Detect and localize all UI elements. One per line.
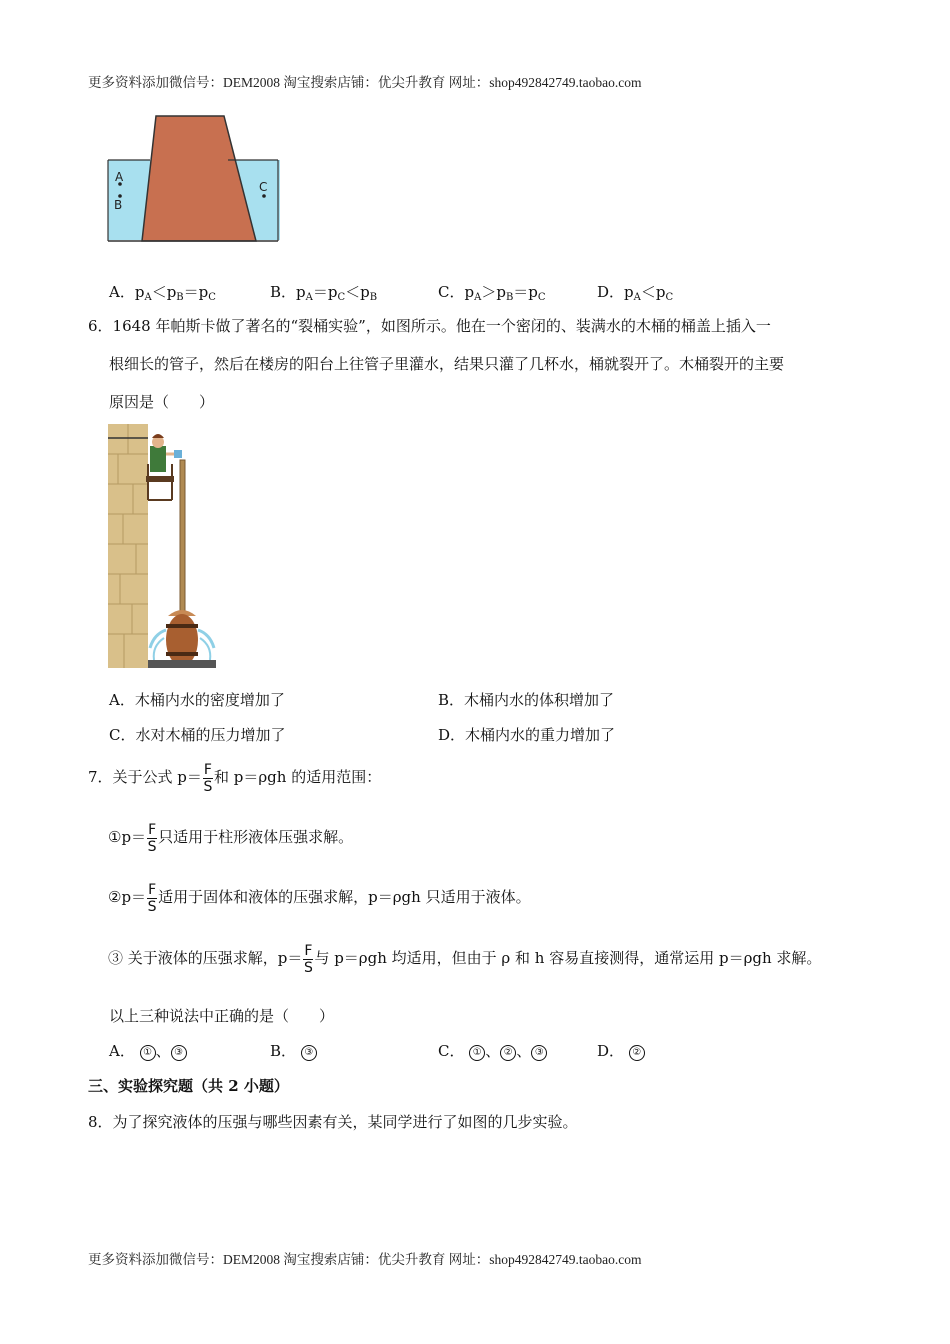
q6-line-1: 6．1648 年帕斯卡做了著名的“裂桶实验”，如图所示。他在一个密闭的、装满水的木桶的桶盖上插入一 <box>88 317 771 335</box>
ground <box>148 660 216 668</box>
q8-text: 8．为了探究液体的压强与哪些因素有关，某同学进行了如图的几步实验。 <box>88 1113 578 1131</box>
fraction-f-over-s: $\frac{F}{S}$ <box>203 761 213 795</box>
q6-option-d: D．木桶内水的重力增加了 <box>438 726 616 744</box>
q5-option-a: A．$p_A<p_B=p_C$ <box>109 283 216 303</box>
barrel-experiment-figure <box>108 424 216 670</box>
q7-question: 以上三种说法中正确的是（ ） <box>109 1007 335 1025</box>
q7-option-d: D． ② <box>597 1041 645 1061</box>
q5-option-b: B．$p_A=p_C<p_B$ <box>270 283 378 303</box>
cup <box>174 450 182 458</box>
q7-option-a: A． ① 、 ③ <box>109 1041 187 1061</box>
point-c-dot <box>262 194 266 198</box>
q5-option-c: C．$p_A>p_B=p_C$ <box>438 283 546 303</box>
q7-statement-2: ②p＝ $\frac{F}{S}$ 适用于固体和液体的压强求解，p＝ρgh 只适用于液体。 <box>108 881 531 915</box>
q6-option-c: C．水对木桶的压力增加了 <box>109 726 286 744</box>
building-wall <box>108 424 148 668</box>
q7-option-c: C． ① 、 ② 、 ③ <box>438 1041 547 1061</box>
dam-figure <box>106 114 282 244</box>
q5-option-d: D．$p_A<p_C$ <box>597 283 674 303</box>
q7-statement-1: ①p＝ $\frac{F}{S}$ 只适用于柱形液体压强求解。 <box>108 821 354 855</box>
dam-shape <box>142 116 256 241</box>
label-c: C <box>259 180 268 194</box>
page-header: 更多资料添加微信号：DEM2008 淘宝搜索店铺：优尖升教育 网址：shop492842749.taobao.com <box>88 75 642 90</box>
label-b: B <box>114 198 123 212</box>
balcony <box>146 476 174 482</box>
q6-line-2: 根细长的管子，然后在楼房的阳台上往管子里灌水，结果只灌了几杯水，桶就裂开了。木桶裂开的主要 <box>109 355 785 373</box>
label-a: A <box>115 170 124 184</box>
barrel <box>166 614 198 666</box>
q6-option-b: B．木桶内水的体积增加了 <box>438 691 615 709</box>
q7-intro: 7．关于公式 p＝ $\frac{F}{S}$ 和 p＝ρgh 的适用范围： <box>88 761 382 795</box>
page-footer: 更多资料添加微信号：DEM2008 淘宝搜索店铺：优尖升教育 网址：shop492842749.taobao.com <box>88 1252 642 1267</box>
q6-option-a: A．木桶内水的密度增加了 <box>109 691 285 709</box>
q7-statement-3: ③ 关于液体的压强求解，p＝ $\frac{F}{S}$ 与 p＝ρgh 均适用，但由于 ρ 和 h 容易直接测得，通常运用 p＝ρgh 求解。 <box>108 942 822 976</box>
section-heading: 三、实验探究题（共 2 小题） <box>88 1077 289 1095</box>
q6-line-3: 原因是（ ） <box>109 393 215 411</box>
tube <box>180 460 185 612</box>
q7-option-b: B． ③ <box>270 1041 317 1061</box>
person-body <box>150 446 166 472</box>
